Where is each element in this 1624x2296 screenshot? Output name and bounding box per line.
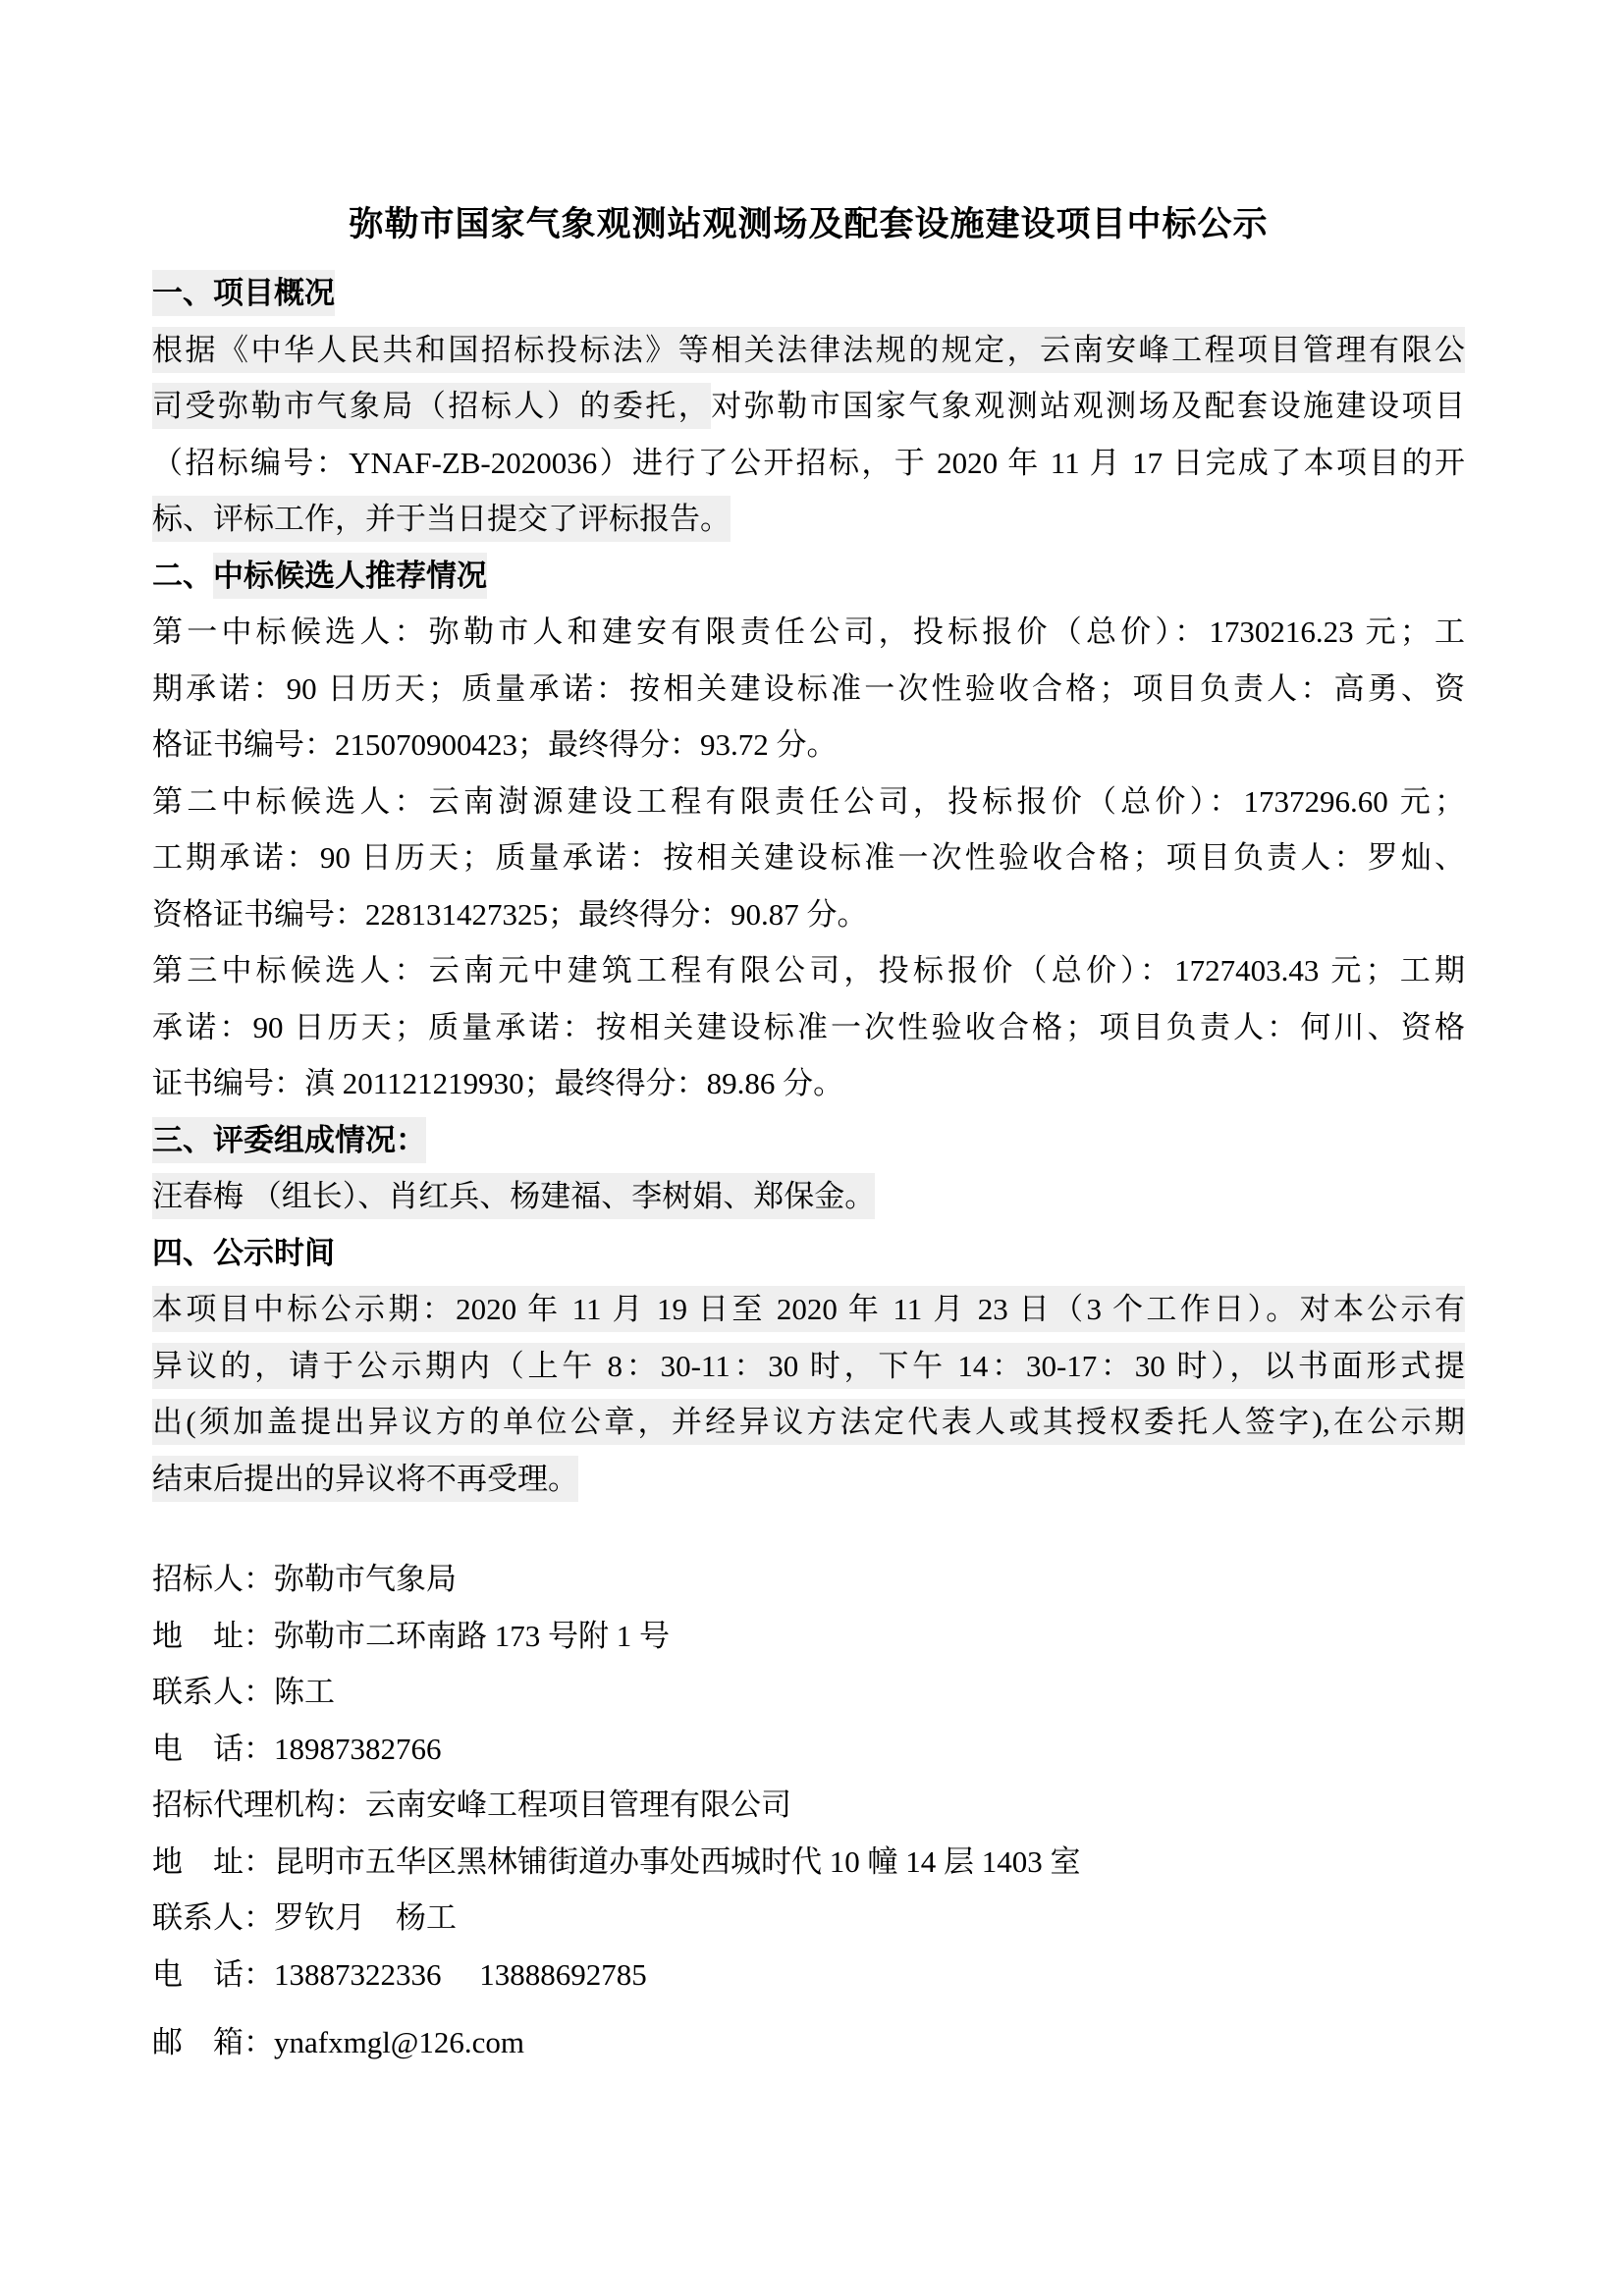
text-line [152,378,1465,435]
text-run: 格证书编号：215070900423；最终得分：93.72 分。 [152,727,838,762]
highlighted-run: 中标候选人推荐情况 [213,553,487,599]
highlighted-run: 结束后提出的异议将不再受理。 [152,1456,578,1502]
text-line [152,1777,1465,1834]
text-run: 承诺：90 日历天；质量承诺：按相关建设标准一次性验收合格；项目负责人：何川、资格 [152,1009,1465,1044]
highlighted-run: 一、项目概况 [152,270,335,316]
text-line [152,1890,1465,1947]
highlighted-run: 异议的，请于公示期内（上午 8：30-11：30 时，下午 14：30-17：30 时），以书面形式提 [152,1343,1465,1389]
text-line [152,999,1465,1056]
text-line [152,774,1465,830]
highlighted-run: 司受弥勒市气象局（招标人）的委托， [152,383,711,429]
text-run: 第二中标候选人：云南澍源建设工程有限责任公司，投标报价（总价）：1737296.60 元； [152,783,1465,819]
highlighted-run: 汪春梅 （组长）、肖红兵、杨建福、李树娟、郑保金。 [152,1173,875,1219]
text-run: 证书编号：滇 201121219930；最终得分：89.86 分。 [152,1066,844,1100]
highlighted-run: 本项目中标公示期：2020 年 11 月 19 日至 2020 年 11 月 23 日（3 个工作日）。对本公示有 [152,1286,1465,1332]
text-line [152,322,1465,379]
text-line [152,717,1465,774]
text-line [152,1721,1465,1778]
text-line [152,265,1465,322]
text-line [152,491,1465,548]
text-line [152,1225,1465,1282]
text-run: （招标编号：YNAF-ZB-2020036）进行了公开招标，于 2020 年 11 月 17 日完成了本项目的开 [152,445,1465,480]
highlighted-run: 标、评标工作，并于当日提交了评标报告。 [152,496,731,542]
text-line [152,604,1465,661]
text-line [152,661,1465,718]
text-run: 第一中标候选人：弥勒市人和建安有限责任公司，投标报价（总价）：1730216.23 元；工 [152,614,1465,649]
text-line [152,1168,1465,1225]
highlighted-run: 根据《中华人民共和国招标投标法》等相关法律法规的规定，云南安峰工程项目管理有限公 [152,327,1465,373]
text-line [152,1608,1465,1665]
text-run: 对弥勒市国家气象观测站观测场及配套设施建设项目 [711,389,1465,423]
text-line [152,1664,1465,1721]
highlighted-run: 出(须加盖提出异议方的单位公章，并经异议方法定代表人或其授权委托人签字),在公示期 [152,1399,1465,1445]
text-run: 电 话：18987382766 [152,1731,442,1766]
text-run: 招标人：弥勒市气象局 [152,1562,457,1596]
text-run: 联系人：陈工 [152,1675,335,1709]
highlighted-run: 三、评委组成情况： [152,1117,426,1163]
body-lines [152,265,1465,1507]
text-line [152,1281,1465,1338]
text-run: 地 址：弥勒市二环南路 173 号附 1 号 [152,1618,670,1653]
text-line [152,1551,1465,1608]
text-run: 第三中标候选人：云南元中建筑工程有限公司，投标报价（总价）：1727403.43 元；工期 [152,953,1465,988]
text-line [152,435,1465,492]
text-line [152,886,1465,943]
text-run: 联系人：罗钦月 杨工 [152,1900,457,1935]
text-line [152,1338,1465,1395]
text-line [152,548,1465,605]
text-run: 工期承诺：90 日历天；质量承诺：按相关建设标准一次性验收合格；项目负责人：罗灿、 [152,840,1465,875]
text-run: 资格证书编号：228131427325；最终得分：90.87 分。 [152,896,868,932]
contact-lines [152,1551,1465,2071]
text-line [152,1451,1465,1508]
text-line [152,1055,1465,1112]
text-line [152,1112,1465,1169]
text-run: 招标代理机构：云南安峰工程项目管理有限公司 [152,1788,791,1822]
text-run: 二、 [152,558,213,593]
text-line [152,829,1465,886]
text-line [152,1947,1465,2003]
text-run: 地 址：昆明市五华区黑林铺街道办事处西城时代 10 幢 14 层 1403 室 [152,1843,1081,1879]
text-line [152,1834,1465,1891]
text-run: 四、公示时间 [152,1235,335,1270]
text-run: 期承诺：90 日历天；质量承诺：按相关建设标准一次性验收合格；项目负责人：高勇、资 [152,670,1465,706]
text-line [152,942,1465,999]
text-line [152,2014,1465,2071]
text-run: 邮 箱：ynafxmgl@126.com [152,2025,524,2059]
document-title: 弥勒市国家气象观测站观测场及配套设施建设项目中标公示 [349,205,1269,243]
text-line [152,1394,1465,1451]
text-run: 电 话：13887322336 13888692785 [152,1956,647,1992]
